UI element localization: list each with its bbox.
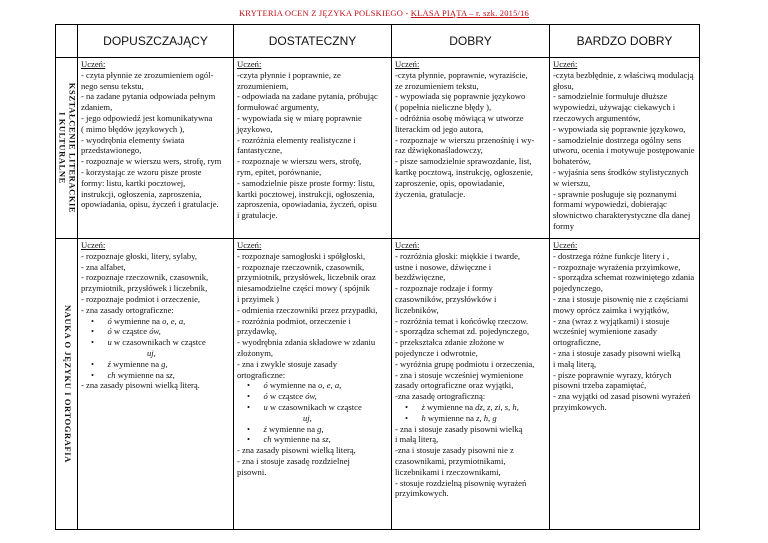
spelling-rule-bullet (237, 380, 388, 391)
criterion-line: bezdźwięczne, (395, 272, 446, 283)
criterion-line: -zna zasadę ortograficzną: (395, 391, 486, 402)
spelling-rule-bullet (395, 402, 546, 413)
criterion-line: pojedynczego, (553, 283, 603, 294)
criterion-line: i przyimek ) (237, 293, 279, 304)
criterion-line: - wyodrębnia zdania składowe w zdaniu (237, 337, 376, 348)
header-row (56, 25, 700, 58)
criterion-line: -czyta płynnie i poprawnie, ze (237, 69, 341, 80)
criterion-line: przymiotnik, przysłówek i liczebnik, (81, 283, 208, 294)
criterion-line: i gratulacje. (237, 210, 278, 221)
criterion-line: - wyróżnia grupę podmiotu i orzeczenia, (395, 358, 535, 369)
rule-letter: ź (107, 358, 111, 369)
row-literary-education (56, 58, 700, 239)
rule-variants: g, (317, 423, 324, 434)
criterion-line: pojedyncze i odwrotnie, (395, 347, 478, 358)
criteria-cell (78, 58, 234, 239)
criterion-line: formułować argumenty, (237, 102, 319, 113)
criterion-line: czasowników, przysłówków i (395, 293, 497, 304)
criterion-line: - pisze samodzielnie sprawozdanie, list, (395, 156, 532, 167)
criterion-line: - zna i stosuje zasady pisowni wielką (553, 347, 681, 358)
criterion-line: - odróżnia osobę mówiącą w utworze (395, 112, 524, 123)
document-title (0, 8, 768, 18)
rule-letter: ó (107, 315, 112, 326)
bullet-continuation (81, 348, 230, 359)
rule-letter: u (263, 401, 268, 412)
rule-variants: ów, (305, 391, 317, 402)
rule-letter: ż (421, 401, 425, 412)
row-label-language (62, 305, 72, 463)
criterion-line: życzenia, gratulacje. (395, 188, 466, 199)
criteria-cell (78, 239, 234, 530)
criterion-line: formy: listu, kartki pocztowej, (81, 177, 186, 188)
criterion-line: kartki pocztowej, instrukcji, ogłoszenia, (237, 188, 375, 199)
rule-letter: ó (263, 380, 268, 391)
spelling-rule-bullet (237, 402, 388, 413)
criterion-line: kartkę pocztową, instrukcję, ogłoszenie, (395, 166, 533, 177)
criterion-line: ( popełnia nieliczne błędy ), (395, 102, 492, 113)
rule-letter: ó (263, 391, 268, 402)
criterion-line: fantastyczne, (237, 145, 283, 156)
cell-heading: Uczeń: (395, 59, 420, 69)
criterion-line: - zna alfabet, (81, 261, 126, 272)
grading-criteria-table (55, 24, 700, 530)
rule-text: wymienne na (424, 401, 476, 412)
criterion-line: w wierszu, (553, 177, 591, 188)
criterion-line: - zna i stosuje wcześniej wymienione (395, 369, 524, 380)
criterion-line: - rozróżnia podmiot, orzeczenie i (237, 315, 351, 326)
criterion-line: - rozpoznaje w wierszu wers, strofę, rym (81, 156, 222, 167)
criterion-line: - przekształca zdanie złożone w (395, 337, 505, 348)
criterion-line: - jego odpowiedź jest komunikatywna (81, 112, 213, 123)
criterion-line: rym, epitet, porównanie, (237, 166, 322, 177)
spelling-rule-bullet (81, 326, 230, 337)
criterion-line: raz dźwiękonaśladowczy, (395, 145, 483, 156)
rule-variants: z, h, g (476, 412, 497, 423)
header-dopuszczajacy: DOPUSZCZAJĄCY (78, 25, 234, 58)
criterion-line: zdaniem, (81, 102, 113, 113)
criterion-line: mowy oprócz zaimka i wyjątków, (553, 304, 670, 315)
criterion-line: - zna wyjątki od zasad pisowni wyrażeń (553, 391, 691, 402)
bullet-continuation (237, 413, 388, 424)
rule-text: w cząstce (111, 326, 150, 337)
rule-variants: dz, z, zi, s, h, (475, 401, 519, 412)
criterion-line: - sporządza schemat rozwiniętego zdania (553, 272, 695, 283)
rule-letter: uj, (303, 412, 312, 423)
criterion-line: ( mimo błędów językowych ), (81, 123, 185, 134)
criteria-cell (234, 58, 392, 239)
cell-heading: Uczeń: (81, 59, 106, 69)
criterion-line: i małą literą, (395, 434, 439, 445)
criterion-line: - zna i stosuje pisownię nie z częściami (553, 293, 689, 304)
header-bardzo-dobry: BARDZO DOBRY (550, 25, 700, 58)
criteria-cell (550, 58, 700, 239)
criterion-line: - rozpoznaje rodzaje i formy (395, 283, 493, 294)
criteria-cell (550, 239, 700, 530)
rule-text: wymienne na (267, 380, 319, 391)
criterion-line: - rozróżnia elementy realistyczne i (237, 134, 356, 145)
criterion-line: - dostrzega różne funkcje litery i , (553, 250, 670, 261)
criterion-line: formami wypowiedzi, dobierając (553, 199, 667, 210)
criterion-line: - pisze poprawnie wyrazy, których (553, 369, 672, 380)
criterion-line: - rozróżnia głoski: miękkie i twarde, (395, 250, 521, 261)
rule-variants: sz, (321, 434, 331, 445)
header-dostateczny: DOSTATECZNY (234, 25, 392, 58)
criterion-line: - rozpoznaje rzeczownik, czasownik, (237, 261, 365, 272)
rule-text: wymienne na (111, 315, 163, 326)
criterion-line: złożonym, (237, 347, 274, 358)
spelling-rule-bullet (81, 370, 230, 381)
criterion-line: nego sensu tekstu, (81, 80, 144, 91)
criterion-line: - samodzielnie pisze proste formy: listu, (237, 177, 375, 188)
criterion-line: - wypowiada się w miarę poprawnie (237, 112, 362, 123)
header-corner (56, 25, 78, 58)
criterion-line: - sprawnie posługuje się poznanymi (553, 188, 677, 199)
row-label-cell (56, 58, 78, 239)
criterion-line: - rozpoznaje samogłoski i spółgłoski, (237, 250, 366, 261)
criterion-line: literackim od jego autora, (395, 123, 484, 134)
cell-heading: Uczeń: (237, 240, 262, 250)
cell-heading: Uczeń: (553, 240, 578, 250)
rule-variants: g, (161, 358, 168, 369)
row-label-line: KSZTAŁCENIE LITERACKIE (67, 82, 77, 214)
criteria-cell (392, 58, 550, 239)
rule-text: wymienne na (110, 358, 162, 369)
rule-variants: ów, (149, 326, 161, 337)
row-language-orthography (56, 239, 700, 530)
criterion-line: i małą literą, (553, 358, 597, 369)
row-label-literary (57, 83, 76, 213)
criterion-line: instrukcji, ogłoszenia, zaproszenia, (81, 188, 202, 199)
criterion-line: - rozpoznaje podmiot i orzeczenie, (81, 293, 201, 304)
criterion-line: ortograficzne: (237, 369, 286, 380)
criterion-line: zaproszenie, opis, opowiadanie, (395, 177, 505, 188)
criterion-line: - zna i stosuje zasady pisowni wielką (395, 423, 523, 434)
criterion-line: opowiadania, opisu, życzeń i gratulacje. (81, 199, 219, 210)
rule-text: w czasownikach w cząstce (267, 401, 362, 412)
criterion-line: przyimkowych. (395, 488, 449, 499)
rule-text: w cząstce (267, 391, 306, 402)
spelling-rule-bullet (81, 337, 230, 348)
criterion-line: wypowiedzi, używając ciekawych i (553, 102, 676, 113)
row-label-cell (56, 239, 78, 530)
criterion-line: słownictwo charakterystyczne dla danej (553, 210, 691, 221)
spelling-rule-bullet (81, 359, 230, 370)
criterion-line: czasownikami, przymiotnikami, (395, 455, 506, 466)
cell-heading: Uczeń: (395, 240, 420, 250)
rule-letter: ch (263, 434, 272, 445)
cell-heading: Uczeń: (553, 59, 578, 69)
cell-heading: Uczeń: (81, 240, 106, 250)
spelling-rule-bullet (237, 391, 388, 402)
criterion-line: - wypowiada się poprawnie językowo (395, 91, 526, 102)
rule-text: w czasownikach w cząstce (111, 337, 206, 348)
criterion-line: utworu, ocenia i motywuje postępowanie (553, 145, 695, 156)
criterion-line: niesamodzielne części mowy ( spójnik (237, 283, 370, 294)
criteria-cell (234, 239, 392, 530)
criteria-cell (392, 239, 550, 530)
criterion-line: głosu, (553, 80, 574, 91)
rule-variants: o, e, a, (162, 315, 186, 326)
criterion-line: -czyta płynnie, poprawnie, wyraziście, (395, 69, 528, 80)
header-dobry: DOBRY (392, 25, 550, 58)
rule-variants: o, e, a, (318, 380, 342, 391)
rule-letter: uj, (147, 347, 156, 358)
criterion-line: - rozpoznaje w wierszu przenośnię i wy- (395, 134, 535, 145)
criterion-line: -zna i stosuje zasady pisowni nie z (395, 445, 514, 456)
criterion-line: zrozumieniem, (237, 80, 289, 91)
criterion-line: pisowni trzeba zapamiętać, (553, 380, 647, 391)
criterion-line: - stosuje rozdzielną pisownię wyrażeń (395, 477, 527, 488)
criterion-line: -czyta bezbłędnie, z właściwą modulacją (553, 69, 694, 80)
title-class-year: KLASA PIĄTA – r. szk. 2015/16 (410, 8, 530, 18)
criterion-line: - rozróżnia temat i końcówkę rzeczow. (395, 315, 529, 326)
criterion-line: pisowni. (237, 466, 267, 477)
criterion-line: przymiotnik, przysłówek, liczebnik oraz (237, 272, 376, 283)
criterion-line: - na zadane pytania odpowiada pełnym (81, 91, 216, 102)
criterion-line: - rozpoznaje wyrażenia przyimkowe, (553, 261, 681, 272)
criterion-line: - korzystając ze wzoru pisze proste (81, 166, 202, 177)
criterion-line: - zna i zwykle stosuje zasady (237, 358, 337, 369)
rule-text: wymienne na (266, 423, 318, 434)
criterion-line: ortograficzne, (553, 337, 601, 348)
criterion-line: - zna zasady ortograficzne: (81, 304, 174, 315)
criterion-line: - rozpoznaje rzeczownik, czasownik, (81, 272, 209, 283)
criterion-line: - samodzielnie dostrzega ogólny sens (553, 134, 682, 145)
row-label-line: I KULTURALNE (57, 112, 68, 184)
criterion-line: zasady ortograficzne oraz wyjątki, (395, 380, 514, 391)
criterion-line: - odmienia rzeczowniki przez przypadki, (237, 304, 378, 315)
criterion-line: - zna (wraz z wyjątkami) i stosuje (553, 315, 670, 326)
criterion-line: wcześniej wymienione zasady (553, 326, 658, 337)
criterion-line: rzeczowych argumentów, (553, 112, 641, 123)
criterion-line: - rozpoznaje w wierszu wers, strofę, (237, 156, 362, 167)
spelling-rule-bullet (395, 413, 546, 424)
criterion-line: - zna zasady pisowni wielką literą, (237, 445, 356, 456)
criterion-line: zaproszenia, opowiadania, życzeń, opisu (237, 199, 377, 210)
rule-letter: ó (107, 326, 112, 337)
criterion-line: - zna i stosuje zasadę rozdzielnej (237, 455, 350, 466)
rule-variants: sz, (165, 369, 175, 380)
title-prefix: KRYTERIA OCEN Z JĘZYKA POLSKIEGO - (238, 8, 411, 18)
criterion-line: ustne i nosowe, dźwięczne i (395, 261, 492, 272)
rule-letter: u (107, 337, 112, 348)
spelling-rule-bullet (81, 316, 230, 327)
criterion-line: - wyjaśnia sens środków stylistycznych (553, 166, 689, 177)
cell-heading: Uczeń: (237, 59, 262, 69)
rule-letter: ź (263, 423, 267, 434)
criterion-line: liczebników, (395, 304, 439, 315)
criterion-line: - czyta płynnie ze zrozumieniem ogól- (81, 69, 214, 80)
criterion-line: - zna zasady pisowni wielką literą. (81, 380, 200, 391)
criterion-line: - odpowiada na zadane pytania, próbując (237, 91, 378, 102)
criterion-line: formy (553, 220, 575, 231)
criterion-line: bohaterów, (553, 156, 591, 167)
rule-text: wymienne na (425, 412, 477, 423)
criterion-line: przydawkę, (237, 326, 277, 337)
rule-text: wymienne na (115, 369, 166, 380)
criterion-line: przyimkowych. (553, 401, 607, 412)
spelling-rule-bullet (237, 424, 388, 435)
criterion-line: liczebnikami i rzeczownikami, (395, 466, 501, 477)
rule-text: wymienne na (271, 434, 322, 445)
spelling-rule-bullet (237, 434, 388, 445)
rule-letter: ch (107, 369, 116, 380)
criterion-line: przedstawionego, (81, 145, 142, 156)
criterion-line: językowo, (237, 123, 273, 134)
criterion-line: - wyodrębnia elementy świata (81, 134, 185, 145)
rule-letter: h (421, 412, 426, 423)
criterion-line: - sporządza schemat zd. pojedynczego, (395, 326, 530, 337)
criterion-line: - rozpoznaje głoski, litery, sylaby, (81, 250, 198, 261)
criterion-line: - samodzielnie formułuje dłuższe (553, 91, 668, 102)
row-label-line: NAUKA O JĘZYKU I ORTOGRAFIA (62, 305, 73, 463)
criterion-line: ze zrozumieniem tekstu, (395, 80, 479, 91)
criterion-line: - wypowiada się poprawnie językowo, (553, 123, 686, 134)
